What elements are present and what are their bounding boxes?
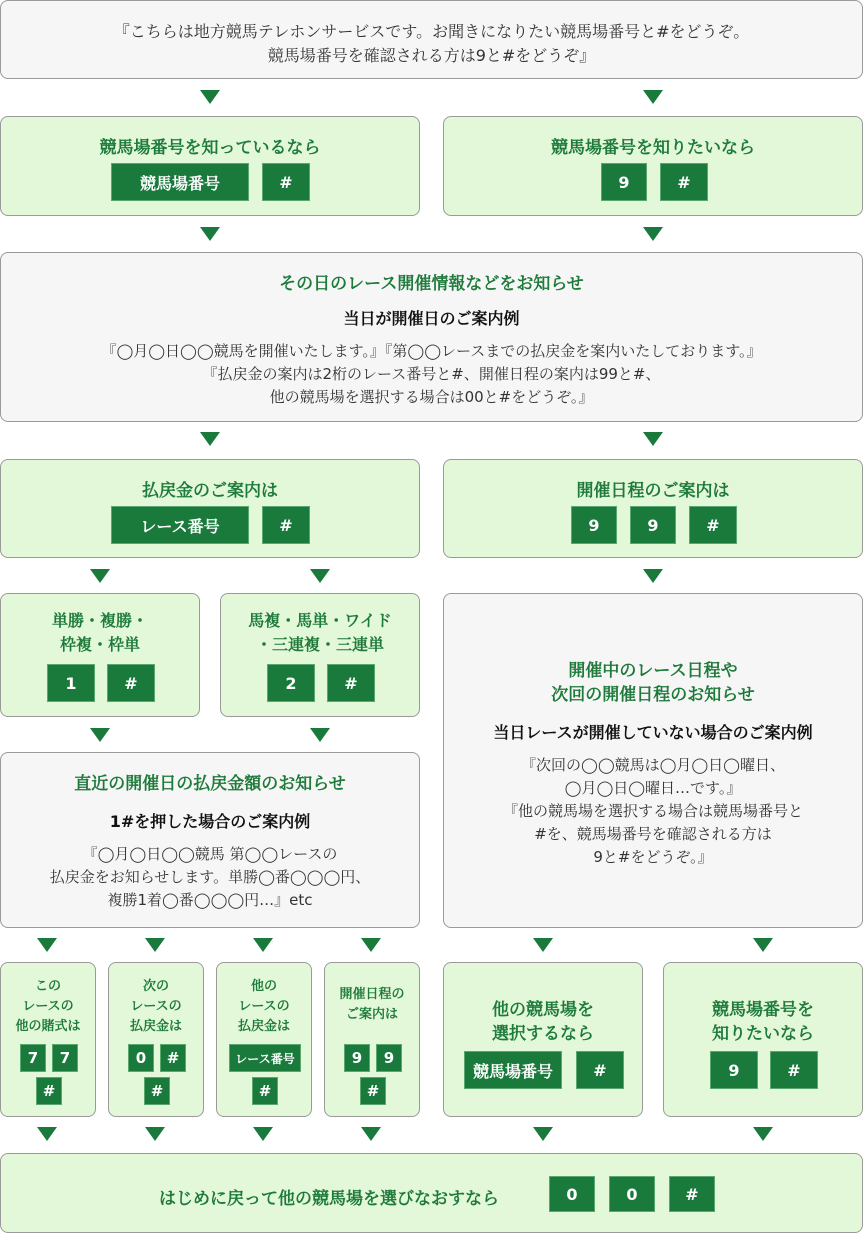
schedule-guide-box: [443, 459, 863, 558]
arrow-down-icon: [90, 569, 110, 583]
race-info-title: その日のレース開催情報などをお知らせ: [279, 274, 584, 294]
schedule-guide-small-box: [324, 962, 420, 1117]
arrow-down-icon: [643, 90, 663, 104]
recent-payout-line-2: 払戻金をお知らせします。単勝◯番◯◯◯円、: [49, 868, 371, 886]
key-course-number: 競馬場番号: [111, 163, 249, 201]
key-hash: #: [144, 1077, 170, 1105]
arrow-down-icon: [145, 938, 165, 952]
bet-type-a-line-2: 枠複・枠単: [59, 635, 140, 654]
other-race-payout-line-2: レースの: [238, 999, 290, 1014]
key-9: 9: [571, 506, 617, 544]
arrow-down-icon: [753, 1127, 773, 1141]
schedule-info-line-1: 『次回の◯◯競馬は◯月◯日◯曜日、: [521, 756, 785, 774]
race-info-line-1: 『◯月◯日◯◯競馬を開催いたします。』『第◯◯レースまでの払戻金を案内いたしております。』: [101, 342, 762, 360]
key-7: 7: [52, 1044, 78, 1072]
other-race-payout-line-1: 他の: [250, 979, 277, 994]
recent-payout-line-3: 複勝1着◯番◯◯◯円…』etc: [107, 891, 313, 909]
schedule-guide-title: 開催日程のご案内は: [576, 481, 730, 501]
schedule-guide-small-line-2: ご案内は: [345, 1007, 398, 1022]
next-race-payout-line-3: 払戻金は: [129, 1019, 182, 1034]
arrow-down-icon: [310, 569, 330, 583]
key-race-number: レース番号: [229, 1044, 301, 1072]
key-hash: #: [160, 1044, 186, 1072]
other-race-payout-box: [216, 962, 312, 1117]
arrow-down-icon: [37, 1127, 57, 1141]
schedule-info-line-5: 9と#をどうぞ。』: [593, 848, 713, 866]
race-info-line-2: 『払戻金の案内は2桁のレース番号と#、開催日程の案内は99と#、: [202, 365, 661, 383]
arrow-down-icon: [145, 1127, 165, 1141]
want-number-box: [443, 116, 863, 216]
key-7: 7: [20, 1044, 46, 1072]
other-bet-type-line-2: レースの: [22, 999, 74, 1014]
race-info-subtitle: 当日が開催日のご案内例: [343, 309, 520, 328]
arrow-down-icon: [253, 1127, 273, 1141]
payout-guide-title: 払戻金のご案内は: [142, 481, 278, 501]
key-hash: #: [262, 506, 310, 544]
arrow-down-icon: [533, 938, 553, 952]
arrow-down-icon: [753, 938, 773, 952]
know-number-title: 競馬場番号を知っているなら: [99, 138, 321, 158]
key-course-number: 競馬場番号: [464, 1051, 562, 1089]
arrow-down-icon: [361, 938, 381, 952]
race-info-line-3: 他の競馬場を選択する場合は00と#をどうぞ。』: [269, 388, 594, 406]
want-number-2-box: [663, 962, 863, 1117]
key-1: 1: [47, 664, 95, 702]
next-race-payout-line-2: レースの: [130, 999, 182, 1014]
want-number-2-line-1: 競馬場番号を: [712, 1000, 814, 1020]
want-number-2-line-2: 知りたいなら: [712, 1024, 814, 1044]
arrow-down-icon: [643, 227, 663, 241]
key-hash: #: [327, 664, 375, 702]
key-hash: #: [576, 1051, 624, 1089]
arrow-down-icon: [533, 1127, 553, 1141]
key-hash: #: [770, 1051, 818, 1089]
key-hash: #: [669, 1176, 715, 1212]
bet-type-a-line-1: 単勝・複勝・: [51, 611, 148, 630]
key-hash: #: [107, 664, 155, 702]
arrow-down-icon: [643, 569, 663, 583]
key-9: 9: [344, 1044, 370, 1072]
schedule-info-title-2: 次回の開催日程のお知らせ: [551, 685, 755, 705]
restart-title: はじめに戻って他の競馬場を選びなおすなら: [159, 1189, 499, 1209]
schedule-info-title-1: 開催中のレース日程や: [568, 661, 738, 681]
other-course-line-2: 選択するなら: [492, 1024, 594, 1044]
key-race-number: レース番号: [111, 506, 249, 544]
other-course-box: [443, 962, 643, 1117]
other-bet-type-box: [0, 962, 96, 1117]
payout-guide-box: [0, 459, 420, 558]
key-hash: #: [660, 163, 708, 201]
arrow-down-icon: [361, 1127, 381, 1141]
want-number-title: 競馬場番号を知りたいなら: [551, 138, 755, 158]
other-course-line-1: 他の競馬場を: [492, 1000, 594, 1020]
schedule-info-box: [443, 593, 863, 928]
arrow-down-icon: [200, 90, 220, 104]
schedule-info-line-2: ◯月◯日◯曜日…です。』: [564, 779, 742, 797]
key-9: 9: [630, 506, 676, 544]
arrow-down-icon: [90, 728, 110, 742]
schedule-info-line-4: #を、競馬場番号を確認される方は: [534, 825, 772, 843]
intro-line-2: 競馬場番号を確認される方は9と#をどうぞ』: [267, 46, 596, 65]
key-9: 9: [710, 1051, 758, 1089]
recent-payout-line-1: 『◯月◯日◯◯競馬 第◯◯レースの: [82, 845, 338, 863]
recent-payout-box: [0, 752, 420, 928]
restart-box: [0, 1153, 863, 1233]
key-0: 0: [609, 1176, 655, 1212]
bet-type-b-box: [220, 593, 420, 717]
know-number-box: [0, 116, 420, 216]
arrow-down-icon: [37, 938, 57, 952]
arrow-down-icon: [310, 728, 330, 742]
key-hash: #: [252, 1077, 278, 1105]
race-info-box: [0, 252, 863, 422]
key-hash: #: [262, 163, 310, 201]
other-bet-type-line-1: この: [34, 979, 61, 994]
next-race-payout-box: [108, 962, 204, 1117]
intro-box: [0, 0, 863, 79]
bet-type-b-line-1: 馬複・馬単・ワイド: [248, 611, 392, 630]
key-0: 0: [128, 1044, 154, 1072]
key-0: 0: [549, 1176, 595, 1212]
intro-line-1: 『こちらは地方競馬テレホンサービスです。お聞きになりたい競馬場番号と#をどうぞ。: [113, 22, 750, 41]
other-bet-type-line-3: 他の賭式は: [15, 1019, 81, 1034]
arrow-down-icon: [643, 432, 663, 446]
schedule-info-line-3: 『他の競馬場を選択する場合は競馬場番号と: [502, 802, 803, 820]
arrow-down-icon: [200, 227, 220, 241]
other-race-payout-line-3: 払戻金は: [237, 1019, 290, 1034]
key-2: 2: [267, 664, 315, 702]
key-hash: #: [689, 506, 737, 544]
key-hash: #: [360, 1077, 386, 1105]
bet-type-a-box: [0, 593, 200, 717]
key-hash: #: [36, 1077, 62, 1105]
arrow-down-icon: [253, 938, 273, 952]
recent-payout-title: 直近の開催日の払戻金額のお知らせ: [74, 774, 346, 794]
key-9: 9: [376, 1044, 402, 1072]
bet-type-b-line-2: ・三連複・三連単: [255, 635, 384, 654]
next-race-payout-line-1: 次の: [142, 979, 169, 994]
arrow-down-icon: [200, 432, 220, 446]
schedule-guide-small-line-1: 開催日程の: [339, 987, 405, 1002]
key-9: 9: [601, 163, 647, 201]
schedule-info-subtitle: 当日レースが開催していない場合のご案内例: [493, 723, 813, 742]
recent-payout-subtitle: 1#を押した場合のご案内例: [109, 812, 311, 831]
